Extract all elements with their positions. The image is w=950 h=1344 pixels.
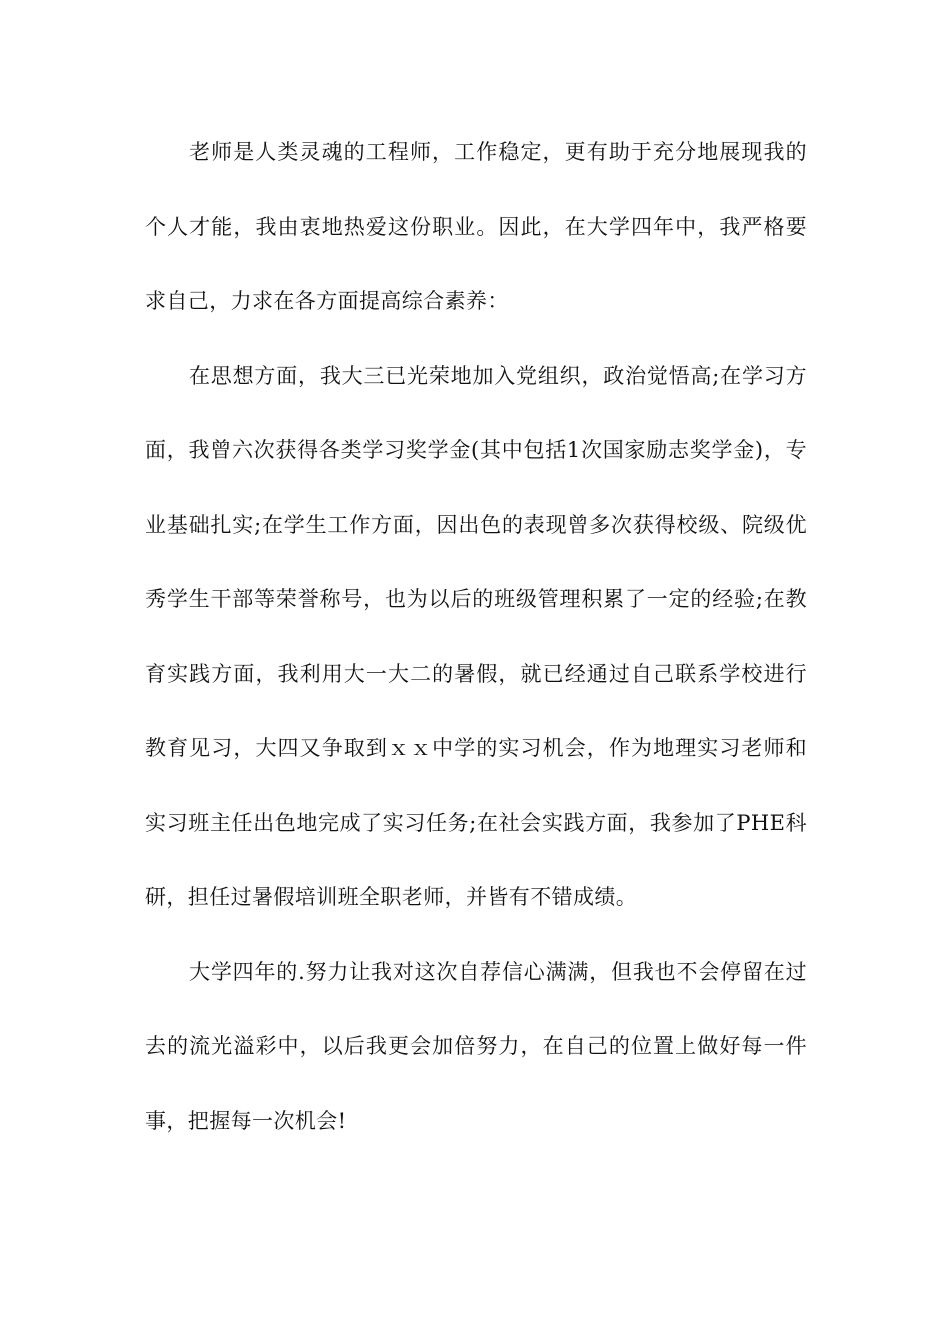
paragraph-achievements: 在思想方面，我大三已光荣地加入党组织，政治觉悟高;在学习方面，我曾六次获得各类学习奖学金(其中包括1次国家励志奖学金)，专业基础扎实;在学生工作方面，因出色的表现曾多次获得校级、院级优秀学生干部等荣誉称号，也为以后的班级管理积累了一定的经验;在教育实践方面，我利用大一大二的暑假，就已经通过自己联系学校进行教育见习，大四又争取到ｘｘ中学的实习机会，作为地理实习老师和实习班主任出色地完成了实习任务;在社会实践方面，我参加了PHE科研，担任过暑假培训班全职老师，并皆有不错成绩。 xyxy=(145,363,807,909)
paragraph-closing: 大学四年的.努力让我对这次自荐信心满满，但我也不会停留在过去的流光溢彩中，以后我更会加倍努力，在自己的位置上做好每一件事，把握每一次机会! xyxy=(145,959,807,1133)
document-body xyxy=(145,115,807,1158)
paragraph-career-motivation: 老师是人类灵魂的工程师，工作稳定，更有助于充分地展现我的个人才能，我由衷地热爱这份职业。因此，在大学四年中，我严格要求自己，力求在各方面提高综合素养： xyxy=(145,140,807,313)
